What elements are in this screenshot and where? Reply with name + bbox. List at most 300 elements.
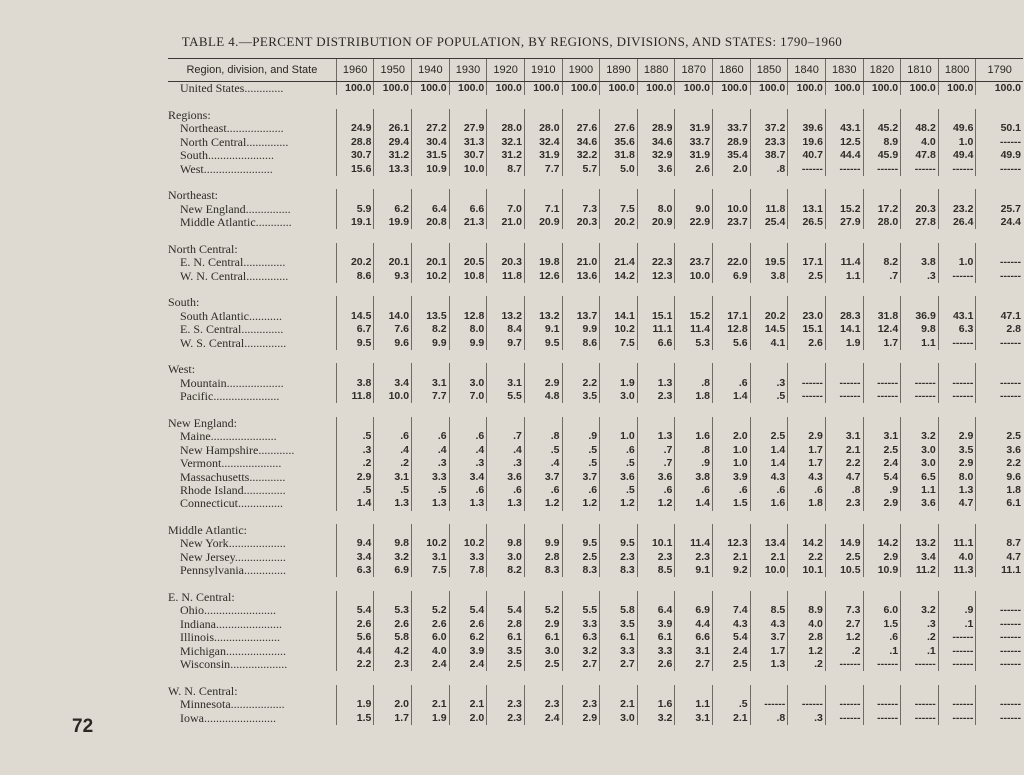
spacer-cell xyxy=(168,511,1023,524)
value-cell: 3.2 xyxy=(901,430,939,443)
value-cell: 27.9 xyxy=(449,122,487,135)
row-label xyxy=(168,122,336,135)
value-cell: 21.3 xyxy=(449,216,487,229)
empty-cell xyxy=(675,591,713,604)
empty-cell xyxy=(336,685,374,698)
value-cell: 10.9 xyxy=(412,162,450,175)
group-heading: South: xyxy=(168,296,200,310)
value-cell: 8.3 xyxy=(600,564,638,577)
value-cell: 2.1 xyxy=(600,698,638,711)
value-cell: 23.7 xyxy=(713,216,751,229)
empty-cell xyxy=(412,109,450,122)
value-cell: 26.1 xyxy=(374,122,412,135)
value-cell: 1.4 xyxy=(336,497,374,510)
value-cell: .5 xyxy=(412,484,450,497)
value-cell: 10.2 xyxy=(412,269,450,282)
value-cell: 32.2 xyxy=(562,149,600,162)
row-name: E. N. Central xyxy=(180,256,244,270)
value-cell: 3.2 xyxy=(374,551,412,564)
empty-cell xyxy=(374,363,412,376)
empty-cell xyxy=(825,591,863,604)
value-cell: 4.4 xyxy=(675,618,713,631)
value-cell: 22.3 xyxy=(637,256,675,269)
empty-cell xyxy=(336,109,374,122)
dot-leader: ...................... xyxy=(214,631,281,645)
value-cell: .5 xyxy=(713,698,751,711)
value-cell: 3.0 xyxy=(449,377,487,390)
value-cell: 14.9 xyxy=(825,537,863,550)
value-cell: 10.2 xyxy=(449,537,487,550)
row-name: Pennsylvania xyxy=(180,564,244,578)
value-cell: 2.6 xyxy=(336,618,374,631)
empty-cell xyxy=(938,417,976,430)
value-cell: .5 xyxy=(750,390,788,403)
empty-cell xyxy=(788,109,826,122)
empty-cell xyxy=(976,417,1023,430)
empty-cell xyxy=(863,524,901,537)
value-cell: ------ xyxy=(976,256,1023,269)
header-year: 1810 xyxy=(901,59,939,82)
value-cell: 17.1 xyxy=(713,310,751,323)
row-label xyxy=(168,497,336,510)
empty-cell xyxy=(825,524,863,537)
dot-leader: ............ xyxy=(258,443,295,457)
empty-cell xyxy=(562,109,600,122)
value-cell: 9.7 xyxy=(487,336,525,349)
value-cell: 14.2 xyxy=(600,269,638,282)
empty-cell xyxy=(976,363,1023,376)
value-cell: 14.5 xyxy=(336,310,374,323)
row-label xyxy=(168,256,336,269)
value-cell: .5 xyxy=(600,457,638,470)
value-cell: 4.4 xyxy=(336,644,374,657)
empty-cell xyxy=(524,243,562,256)
value-cell: ------ xyxy=(938,377,976,390)
value-cell: 1.8 xyxy=(788,497,826,510)
value-cell: 3.9 xyxy=(713,470,751,483)
value-cell: 2.5 xyxy=(562,551,600,564)
empty-cell xyxy=(637,524,675,537)
value-cell: ------ xyxy=(825,658,863,671)
value-cell: 2.5 xyxy=(713,658,751,671)
value-cell: 31.5 xyxy=(412,149,450,162)
table-title: TABLE 4.—PERCENT DISTRIBUTION OF POPULATION, BY REGIONS, DIVISIONS, AND STATES: 1790–1960 xyxy=(181,34,843,49)
empty-cell xyxy=(487,591,525,604)
empty-cell xyxy=(524,109,562,122)
value-cell: 11.8 xyxy=(336,390,374,403)
empty-cell xyxy=(675,296,713,309)
value-cell: 17.1 xyxy=(788,256,826,269)
dot-leader: ................... xyxy=(226,376,284,390)
value-cell: .3 xyxy=(487,457,525,470)
spacer-cell xyxy=(168,671,1023,684)
row-label xyxy=(168,631,336,644)
empty-cell xyxy=(449,591,487,604)
value-cell: 2.9 xyxy=(524,377,562,390)
value-cell: 27.6 xyxy=(562,122,600,135)
value-cell: 2.8 xyxy=(487,618,525,631)
value-cell: 5.4 xyxy=(336,604,374,617)
empty-cell xyxy=(788,417,826,430)
group-heading-row xyxy=(168,243,1023,256)
value-cell: 2.6 xyxy=(675,162,713,175)
value-cell: .4 xyxy=(374,444,412,457)
value-cell: 2.1 xyxy=(750,551,788,564)
value-cell: ------ xyxy=(976,604,1023,617)
value-cell: 2.6 xyxy=(788,336,826,349)
value-cell: 5.6 xyxy=(336,631,374,644)
value-cell: 8.9 xyxy=(788,604,826,617)
value-cell: 43.1 xyxy=(825,122,863,135)
dot-leader: ............... xyxy=(245,202,291,216)
empty-cell xyxy=(412,685,450,698)
value-cell: 8.7 xyxy=(487,162,525,175)
header-year: 1820 xyxy=(863,59,901,82)
value-cell: 12.6 xyxy=(524,269,562,282)
row-label xyxy=(168,323,336,336)
header-year: 1890 xyxy=(600,59,638,82)
value-cell: 10.0 xyxy=(374,390,412,403)
table-row xyxy=(168,604,1023,617)
empty-cell xyxy=(374,189,412,202)
value-cell: ------ xyxy=(863,658,901,671)
empty-cell xyxy=(374,109,412,122)
value-cell: 6.9 xyxy=(374,564,412,577)
value-cell: ------ xyxy=(938,658,976,671)
value-cell: 5.2 xyxy=(524,604,562,617)
empty-cell xyxy=(412,189,450,202)
group-heading-row xyxy=(168,685,1023,698)
spacer-cell xyxy=(168,95,1023,108)
value-cell: .6 xyxy=(675,484,713,497)
empty-cell xyxy=(788,591,826,604)
table-row xyxy=(168,644,1023,657)
value-cell: 2.7 xyxy=(562,658,600,671)
value-cell: ------ xyxy=(825,377,863,390)
spacer-cell xyxy=(168,176,1023,189)
empty-cell xyxy=(637,363,675,376)
row-label xyxy=(168,203,336,216)
empty-cell xyxy=(976,109,1023,122)
value-cell: 100.0 xyxy=(976,82,1023,96)
value-cell: 2.2 xyxy=(825,457,863,470)
value-cell: 4.7 xyxy=(976,551,1023,564)
value-cell: 3.0 xyxy=(901,457,939,470)
value-cell: 2.0 xyxy=(449,711,487,724)
empty-cell xyxy=(901,363,939,376)
value-cell: 100.0 xyxy=(412,82,450,96)
spacer-row xyxy=(168,350,1023,363)
empty-cell xyxy=(863,296,901,309)
row-name: W. S. Central xyxy=(180,336,245,350)
dot-leader: ................... xyxy=(228,537,286,551)
value-cell: .6 xyxy=(374,430,412,443)
empty-cell xyxy=(675,109,713,122)
row-name: Pacific xyxy=(180,389,214,404)
value-cell: 2.9 xyxy=(336,470,374,483)
value-cell: 100.0 xyxy=(562,82,600,96)
value-cell: 31.2 xyxy=(487,149,525,162)
value-cell: 23.7 xyxy=(675,256,713,269)
value-cell: 37.2 xyxy=(750,122,788,135)
value-cell: 3.2 xyxy=(637,711,675,724)
value-cell: .8 xyxy=(675,444,713,457)
row-label xyxy=(168,430,336,443)
empty-cell xyxy=(825,243,863,256)
value-cell: 5.8 xyxy=(374,631,412,644)
value-cell: .9 xyxy=(938,604,976,617)
value-cell: 2.2 xyxy=(336,658,374,671)
value-cell: 2.3 xyxy=(675,551,713,564)
value-cell: ------ xyxy=(901,377,939,390)
value-cell: 2.6 xyxy=(412,618,450,631)
value-cell: 5.4 xyxy=(863,470,901,483)
row-name: Rhode Island xyxy=(180,483,244,497)
value-cell: .6 xyxy=(863,631,901,644)
value-cell: 6.1 xyxy=(637,631,675,644)
value-cell: 2.1 xyxy=(713,711,751,724)
row-label xyxy=(168,162,336,175)
dot-leader: ............... xyxy=(237,497,283,511)
empty-cell xyxy=(600,417,638,430)
value-cell: 8.6 xyxy=(562,336,600,349)
value-cell: 3.5 xyxy=(938,444,976,457)
table-row xyxy=(168,216,1023,229)
value-cell: 6.9 xyxy=(675,604,713,617)
empty-cell xyxy=(637,296,675,309)
value-cell: 11.8 xyxy=(750,203,788,216)
value-cell: 8.0 xyxy=(637,203,675,216)
value-cell: 3.2 xyxy=(562,644,600,657)
empty-cell xyxy=(524,296,562,309)
value-cell: 11.2 xyxy=(901,564,939,577)
value-cell: 4.3 xyxy=(750,618,788,631)
row-name: Ohio xyxy=(180,604,204,618)
value-cell: 20.3 xyxy=(487,256,525,269)
empty-cell xyxy=(713,417,751,430)
value-cell: 6.1 xyxy=(976,497,1023,510)
value-cell: 31.3 xyxy=(449,136,487,149)
empty-cell xyxy=(863,417,901,430)
row-name: Massachusetts xyxy=(180,470,250,484)
value-cell: 4.2 xyxy=(374,644,412,657)
value-cell: 17.2 xyxy=(863,203,901,216)
group-heading: Middle Atlantic: xyxy=(168,523,247,538)
value-cell: 1.7 xyxy=(750,644,788,657)
value-cell: 1.2 xyxy=(562,497,600,510)
value-cell: 2.9 xyxy=(524,618,562,631)
value-cell: ------ xyxy=(938,390,976,403)
population-distribution-table xyxy=(168,58,1023,725)
dot-leader: .................. xyxy=(230,697,285,712)
value-cell: 100.0 xyxy=(449,82,487,96)
value-cell: 2.4 xyxy=(863,457,901,470)
value-cell: 9.2 xyxy=(713,564,751,577)
group-heading-row xyxy=(168,591,1023,604)
value-cell: 1.6 xyxy=(637,698,675,711)
empty-cell xyxy=(901,417,939,430)
value-cell: 3.1 xyxy=(487,377,525,390)
value-cell: 100.0 xyxy=(637,82,675,96)
value-cell: .4 xyxy=(487,444,525,457)
value-cell: 5.6 xyxy=(713,336,751,349)
value-cell: ------ xyxy=(901,658,939,671)
value-cell: 6.0 xyxy=(412,631,450,644)
value-cell: 8.9 xyxy=(863,136,901,149)
value-cell: 2.1 xyxy=(412,698,450,711)
dot-leader: .................... xyxy=(226,644,286,658)
value-cell: ------ xyxy=(976,269,1023,282)
value-cell: 3.8 xyxy=(901,256,939,269)
row-label xyxy=(168,484,336,497)
value-cell: 2.9 xyxy=(938,457,976,470)
value-cell: 20.2 xyxy=(336,256,374,269)
empty-cell xyxy=(750,189,788,202)
empty-cell xyxy=(487,363,525,376)
value-cell: 25.7 xyxy=(976,203,1023,216)
empty-cell xyxy=(562,524,600,537)
value-cell: 3.4 xyxy=(901,551,939,564)
dot-leader: ...................... xyxy=(215,617,282,631)
value-cell: 10.9 xyxy=(863,564,901,577)
empty-cell xyxy=(976,296,1023,309)
value-cell: 3.6 xyxy=(901,497,939,510)
value-cell: 7.6 xyxy=(374,323,412,336)
empty-cell xyxy=(938,591,976,604)
value-cell: 1.2 xyxy=(788,644,826,657)
empty-cell xyxy=(675,363,713,376)
value-cell: 39.6 xyxy=(788,122,826,135)
value-cell: .8 xyxy=(675,377,713,390)
value-cell: 28.0 xyxy=(524,122,562,135)
empty-cell xyxy=(412,243,450,256)
value-cell: 3.5 xyxy=(562,390,600,403)
page-number: 72 xyxy=(72,716,94,737)
row-label xyxy=(168,377,336,390)
empty-cell xyxy=(863,243,901,256)
value-cell: ------ xyxy=(976,644,1023,657)
value-cell: 1.7 xyxy=(374,711,412,724)
value-cell: 32.1 xyxy=(487,136,525,149)
value-cell: 1.5 xyxy=(713,497,751,510)
value-cell: 2.3 xyxy=(637,390,675,403)
empty-cell xyxy=(825,189,863,202)
value-cell: 20.9 xyxy=(637,216,675,229)
value-cell: .9 xyxy=(863,484,901,497)
empty-cell xyxy=(750,591,788,604)
value-cell: 100.0 xyxy=(600,82,638,96)
empty-cell xyxy=(336,189,374,202)
header-year: 1860 xyxy=(713,59,751,82)
value-cell: 12.8 xyxy=(713,323,751,336)
spacer-row xyxy=(168,403,1023,416)
value-cell: ------ xyxy=(938,631,976,644)
value-cell: 31.9 xyxy=(675,149,713,162)
spacer-cell xyxy=(168,403,1023,416)
empty-cell xyxy=(901,685,939,698)
empty-cell xyxy=(750,417,788,430)
empty-cell xyxy=(412,363,450,376)
value-cell: 4.0 xyxy=(901,136,939,149)
value-cell: 1.0 xyxy=(713,457,751,470)
value-cell: 19.5 xyxy=(750,256,788,269)
header-year: 1960 xyxy=(336,59,374,82)
group-heading-row xyxy=(168,524,1023,537)
value-cell: .3 xyxy=(901,618,939,631)
value-cell: 9.8 xyxy=(374,537,412,550)
value-cell: 3.3 xyxy=(562,618,600,631)
value-cell: ------ xyxy=(976,658,1023,671)
dot-leader: ............ xyxy=(249,470,286,484)
empty-cell xyxy=(901,243,939,256)
value-cell: 7.3 xyxy=(562,203,600,216)
value-cell: .2 xyxy=(901,631,939,644)
value-cell: 8.2 xyxy=(412,323,450,336)
empty-cell xyxy=(449,189,487,202)
value-cell: 14.5 xyxy=(750,323,788,336)
value-cell: 7.5 xyxy=(600,203,638,216)
empty-cell xyxy=(487,685,525,698)
empty-cell xyxy=(412,524,450,537)
table-row xyxy=(168,256,1023,269)
dot-leader: ...................... xyxy=(210,430,277,444)
empty-cell xyxy=(901,109,939,122)
value-cell: .2 xyxy=(825,644,863,657)
value-cell: 9.8 xyxy=(901,323,939,336)
value-cell: 10.2 xyxy=(412,537,450,550)
dot-leader: ...................... xyxy=(213,389,280,404)
value-cell: 26.5 xyxy=(788,216,826,229)
value-cell: ------ xyxy=(976,377,1023,390)
value-cell: 6.2 xyxy=(449,631,487,644)
value-cell: ------ xyxy=(825,390,863,403)
value-cell: ------ xyxy=(976,162,1023,175)
value-cell: 100.0 xyxy=(524,82,562,96)
value-cell: 45.9 xyxy=(863,149,901,162)
empty-cell xyxy=(449,109,487,122)
value-cell: 3.1 xyxy=(825,430,863,443)
group-heading-row xyxy=(168,296,1023,309)
value-cell: 2.1 xyxy=(825,444,863,457)
empty-cell xyxy=(901,189,939,202)
header-year: 1950 xyxy=(374,59,412,82)
empty-cell xyxy=(713,109,751,122)
value-cell: 3.1 xyxy=(675,644,713,657)
value-cell: 100.0 xyxy=(374,82,412,96)
value-cell: 13.2 xyxy=(524,310,562,323)
value-cell: 1.0 xyxy=(938,136,976,149)
dot-leader: .............. xyxy=(241,323,284,337)
value-cell: 2.3 xyxy=(562,698,600,711)
value-cell: 8.2 xyxy=(863,256,901,269)
value-cell: .3 xyxy=(788,711,826,724)
value-cell: 3.7 xyxy=(524,470,562,483)
empty-cell xyxy=(750,685,788,698)
value-cell: 11.1 xyxy=(976,564,1023,577)
empty-cell xyxy=(374,591,412,604)
value-cell: 3.1 xyxy=(412,377,450,390)
table-header-row xyxy=(168,59,1023,82)
empty-cell xyxy=(412,591,450,604)
empty-cell xyxy=(524,591,562,604)
value-cell: 1.4 xyxy=(750,444,788,457)
dot-leader: ........................ xyxy=(204,604,276,618)
empty-cell xyxy=(449,417,487,430)
value-cell: 1.0 xyxy=(713,444,751,457)
value-cell: 1.1 xyxy=(675,698,713,711)
value-cell: 13.4 xyxy=(750,537,788,550)
value-cell: 1.0 xyxy=(600,430,638,443)
